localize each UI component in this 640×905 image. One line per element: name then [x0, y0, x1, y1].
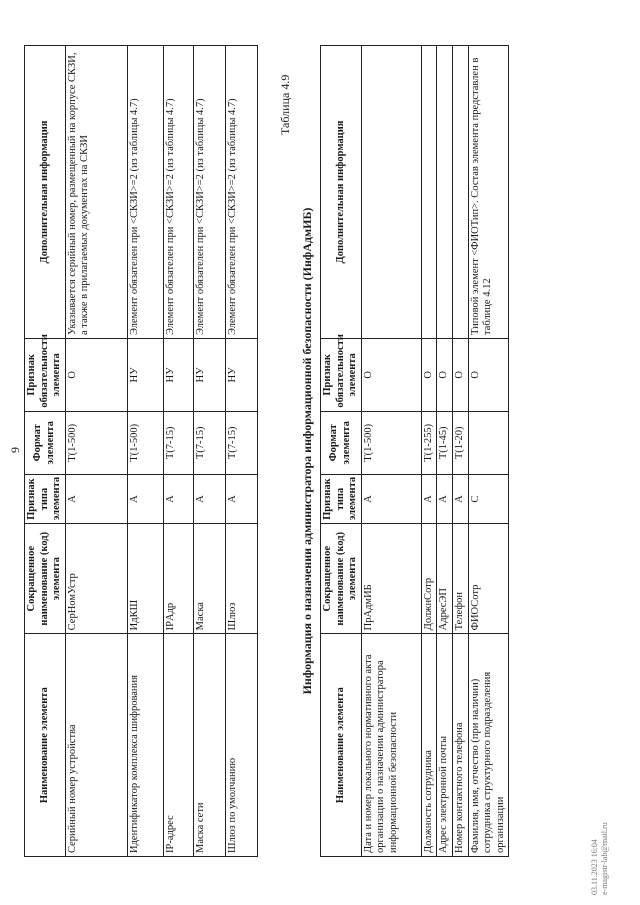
cell-type: А — [225, 474, 257, 523]
table-label: Таблица 4.9 — [278, 74, 292, 135]
cell-type: А — [163, 474, 193, 523]
table-title: Информация о назначении администратора информационной безопасности (ИнфАдмИБ) — [300, 207, 314, 695]
cell-name: Должность сотрудника — [421, 634, 437, 857]
cell-short: ДолжнСотр — [421, 524, 437, 634]
cell-type: А — [361, 474, 421, 523]
cell-type: А — [193, 474, 225, 523]
table-row — [452, 46, 468, 857]
table-row — [65, 46, 127, 857]
header-info: Дополнительная информация — [25, 46, 66, 339]
cell-name: Маска сети — [193, 634, 225, 857]
cell-required: О — [361, 339, 421, 412]
cell-format: Т(1-500) — [361, 411, 421, 474]
header-name: Наименование элемента — [321, 634, 362, 857]
cell-format: Т(1-20) — [452, 411, 468, 474]
admin-info-table — [320, 45, 509, 857]
header-format: Формат элемента — [321, 411, 362, 474]
cell-info — [437, 46, 453, 339]
cell-format: Т(1-500) — [127, 411, 163, 474]
cell-required: О — [421, 339, 437, 412]
header-required: Признак обязательности элемента — [321, 339, 362, 412]
table-row — [421, 46, 437, 857]
header-required: Признак обязательности элемента — [25, 339, 66, 412]
cell-required: НУ — [193, 339, 225, 412]
header-name: Наименование элемента — [25, 634, 66, 857]
cell-short: ПрАдмИБ — [361, 524, 421, 634]
cell-info — [361, 46, 421, 339]
cell-name: Номер контактного телефона — [452, 634, 468, 857]
cell-required: О — [452, 339, 468, 412]
cell-format: Т(1-255) — [421, 411, 437, 474]
cell-format: Т(7-15) — [193, 411, 225, 474]
elements-table-continued — [24, 45, 258, 857]
header-type: Признак типа элемента — [321, 474, 362, 523]
cell-short: Шлюз — [225, 524, 257, 634]
header-short: Сокращенное наименование (код) элемента — [25, 524, 66, 634]
cell-short: IPАдр — [163, 524, 193, 634]
cell-format: Т(1-45) — [437, 411, 453, 474]
cell-format — [468, 411, 509, 474]
cell-required: О — [468, 339, 509, 412]
cell-required: НУ — [127, 339, 163, 412]
stamp-line-1: 03.11.2023 16:04 — [590, 839, 599, 895]
table-row — [361, 46, 421, 857]
cell-type: А — [452, 474, 468, 523]
cell-format: Т(7-15) — [163, 411, 193, 474]
cell-required: О — [65, 339, 127, 412]
cell-format: Т(7-15) — [225, 411, 257, 474]
table-row — [468, 46, 509, 857]
header-info: Дополнительная информация — [321, 46, 362, 339]
table-row — [163, 46, 193, 857]
cell-name: Идентификатор комплекса шифрования — [127, 634, 163, 857]
header-short: Сокращенное наименование (код) элемента — [321, 524, 362, 634]
cell-type: А — [127, 474, 163, 523]
table-row — [225, 46, 257, 857]
header-type: Признак типа элемента — [25, 474, 66, 523]
cell-type: С — [468, 474, 509, 523]
cell-name: IP-адрес — [163, 634, 193, 857]
cell-name: Шлюз по умолчанию — [225, 634, 257, 857]
cell-name: Фамилия, имя, отчество (при наличии) сотрудника структурного подразделения организации — [468, 634, 509, 857]
cell-required: О — [437, 339, 453, 412]
cell-short: СерНомУстр — [65, 524, 127, 634]
cell-info — [421, 46, 437, 339]
cell-short: АдресЭП — [437, 524, 453, 634]
cell-type: А — [437, 474, 453, 523]
cell-format: Т(1-500) — [65, 411, 127, 474]
page-number: 9 — [8, 447, 22, 453]
cell-info: Элемент обязателен при <СКЗИ>=2 (из таблицы 4.7) — [225, 46, 257, 339]
cell-info — [452, 46, 468, 339]
header-format: Формат элемента — [25, 411, 66, 474]
cell-name: Дата и номер локального нормативного акта организации о назначении администратора информационной безопасности — [361, 634, 421, 857]
cell-info: Элемент обязателен при <СКЗИ>=2 (из таблицы 4.7) — [163, 46, 193, 339]
cell-info: Типовой элемент <ФИОТип>. Состав элемента представлен в таблице 4.12 — [468, 46, 509, 339]
table-header-row — [321, 46, 362, 857]
cell-name: Адрес электронной почты — [437, 634, 453, 857]
document-stamp — [590, 822, 611, 895]
cell-short: Телефон — [452, 524, 468, 634]
table-row — [193, 46, 225, 857]
cell-short: ФИОСотр — [468, 524, 509, 634]
table-row — [437, 46, 453, 857]
cell-type: А — [421, 474, 437, 523]
cell-info: Элемент обязателен при <СКЗИ>=2 (из таблицы 4.7) — [193, 46, 225, 339]
cell-required: НУ — [225, 339, 257, 412]
cell-info: Элемент обязателен при <СКЗИ>=2 (из таблицы 4.7) — [127, 46, 163, 339]
cell-short: Маска — [193, 524, 225, 634]
cell-type: А — [65, 474, 127, 523]
cell-name: Серийный номер устройства — [65, 634, 127, 857]
stamp-line-2: e-magistr-lab@mail.ru — [600, 822, 610, 895]
cell-required: НУ — [163, 339, 193, 412]
table-header-row — [25, 46, 66, 857]
table-row — [127, 46, 163, 857]
cell-info: Указывается серийный номер, размещенный на корпусе СКЗИ, а также в прилагаемых документах на СКЗИ — [65, 46, 127, 339]
cell-short: ИдКШ — [127, 524, 163, 634]
